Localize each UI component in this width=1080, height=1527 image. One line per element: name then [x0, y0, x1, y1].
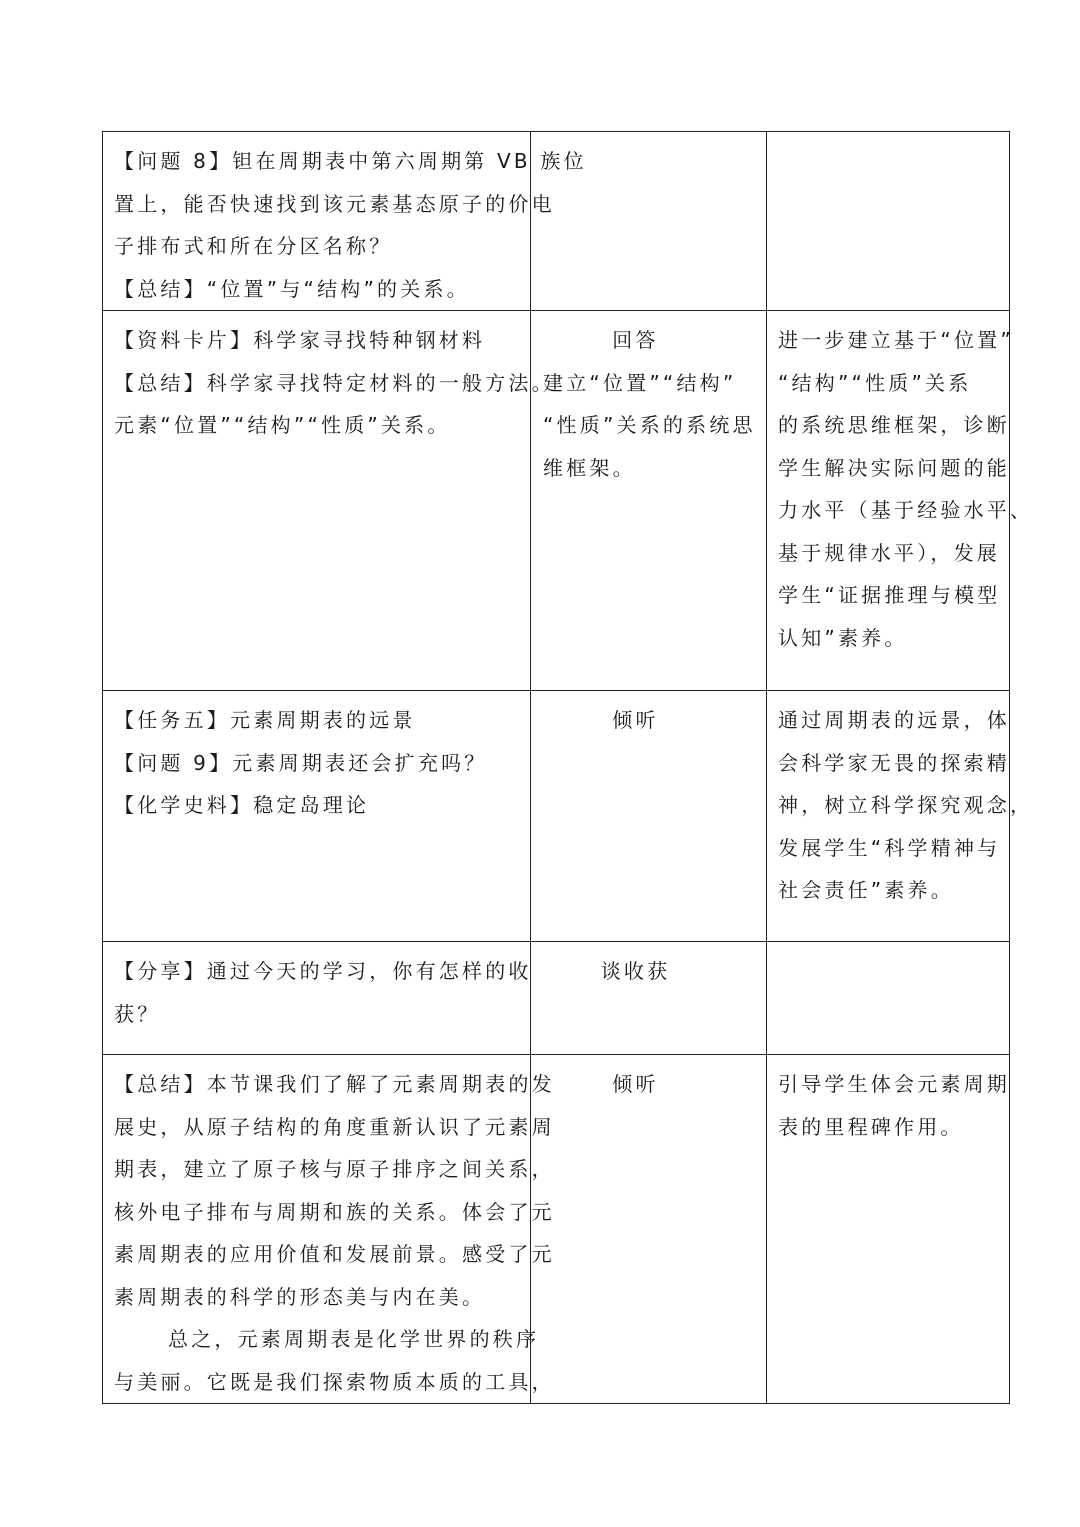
text-line: 子排布式和所在分区名称？ [114, 234, 393, 258]
teaching-activity-cell [103, 1055, 555, 1404]
text-line: 【问题 9】元素周期表还会扩充吗？ [114, 750, 488, 775]
text-line: 通过周期表的远景，体 [778, 708, 1010, 732]
text-line: 基于规律水平），发展 [778, 540, 1000, 565]
text-line: 核外电子排布与周期和族的关系。体会了元 [114, 1199, 555, 1224]
student-activity-cell [531, 1055, 767, 1404]
design-intent-cell [767, 311, 1034, 691]
text-line: 学生“证据推理与模型 [778, 583, 1001, 607]
text-line: “结构”“性质”关系 [778, 370, 972, 395]
text-line: 会科学家无畏的探索精 [778, 750, 1010, 775]
text-line: 的系统思维框架，诊断 [778, 413, 1010, 437]
design-intent-cell [767, 132, 1010, 311]
design-intent-cell [767, 942, 1010, 1055]
design-intent-cell [767, 1055, 1010, 1404]
table-row [103, 691, 1010, 942]
student-activity-title: 倾听 [612, 708, 659, 732]
teaching-activity-cell [103, 942, 531, 1055]
text-line: 置上，能否快速找到该元素基态原子的价电 [114, 191, 555, 216]
text-line: 展史，从原子结构的角度重新认识了元素周 [114, 1114, 555, 1139]
teaching-activity-cell [103, 132, 587, 311]
text-line: 【总结】科学家寻找特定材料的一般方法。 [114, 370, 555, 395]
lesson-plan-table [102, 131, 1034, 1404]
text-line: 表的里程碑作用。 [778, 1114, 964, 1139]
text-line: 【化学史料】稳定岛理论 [114, 793, 370, 817]
teaching-activity-cell [103, 311, 555, 691]
text-line: 学生解决实际问题的能 [778, 455, 1010, 480]
table-row [103, 1055, 1010, 1404]
design-intent-cell [767, 691, 1034, 942]
student-activity-title: 谈收获 [600, 959, 671, 983]
text-line: 社会责任”素养。 [778, 878, 954, 902]
text-line: 元素“位置”“结构”“性质”关系。 [114, 413, 451, 437]
text-line: 总之，元素周期表是化学世界的秩序 [168, 1327, 540, 1351]
student-activity-title: 倾听 [612, 1072, 659, 1096]
text-line: 期表，建立了原子核与原子排序之间关系， [114, 1157, 555, 1181]
text-line: 认知”素养。 [778, 625, 908, 650]
text-line: 【总结】本节课我们了解了元素周期表的发 [114, 1072, 555, 1096]
table-row [103, 311, 1010, 691]
text-line: 与美丽。它既是我们探索物质本质的工具， [114, 1369, 555, 1394]
text-line: 建立“位置”“结构” [543, 370, 737, 395]
text-line: 素周期表的应用价值和发展前景。感受了元 [114, 1242, 555, 1266]
student-activity-cell [531, 311, 767, 691]
text-line: 发展学生“科学精神与 [778, 835, 1001, 860]
text-line: 进一步建立基于“位置” [778, 328, 1014, 352]
text-line: 【总结】“位置”与“结构”的关系。 [114, 276, 470, 301]
text-line: 【问题 8】钽在周期表中第六周期第 VB 族位 [114, 149, 587, 173]
text-line: “性质”关系的系统思 [543, 413, 756, 437]
student-activity-cell [531, 942, 767, 1055]
text-line: 【资料卡片】科学家寻找特种钢材料 [114, 328, 486, 352]
table-row [103, 942, 1010, 1055]
text-line: 力水平（基于经验水平、 [778, 498, 1034, 522]
text-line: 获？ [114, 1001, 161, 1026]
text-line: 【分享】通过今天的学习，你有怎样的收 [114, 959, 532, 983]
teaching-activity-cell [103, 691, 531, 942]
student-activity-cell [531, 691, 767, 942]
text-line: 素周期表的科学的形态美与内在美。 [114, 1284, 486, 1309]
table-row [103, 132, 1010, 311]
text-line: 引导学生体会元素周期 [778, 1072, 1010, 1096]
text-line: 【任务五】元素周期表的远景 [114, 708, 416, 732]
text-line: 神，树立科学探究观念， [778, 793, 1034, 817]
text-line: 维框架。 [543, 455, 636, 480]
student-activity-title: 回答 [612, 328, 659, 352]
